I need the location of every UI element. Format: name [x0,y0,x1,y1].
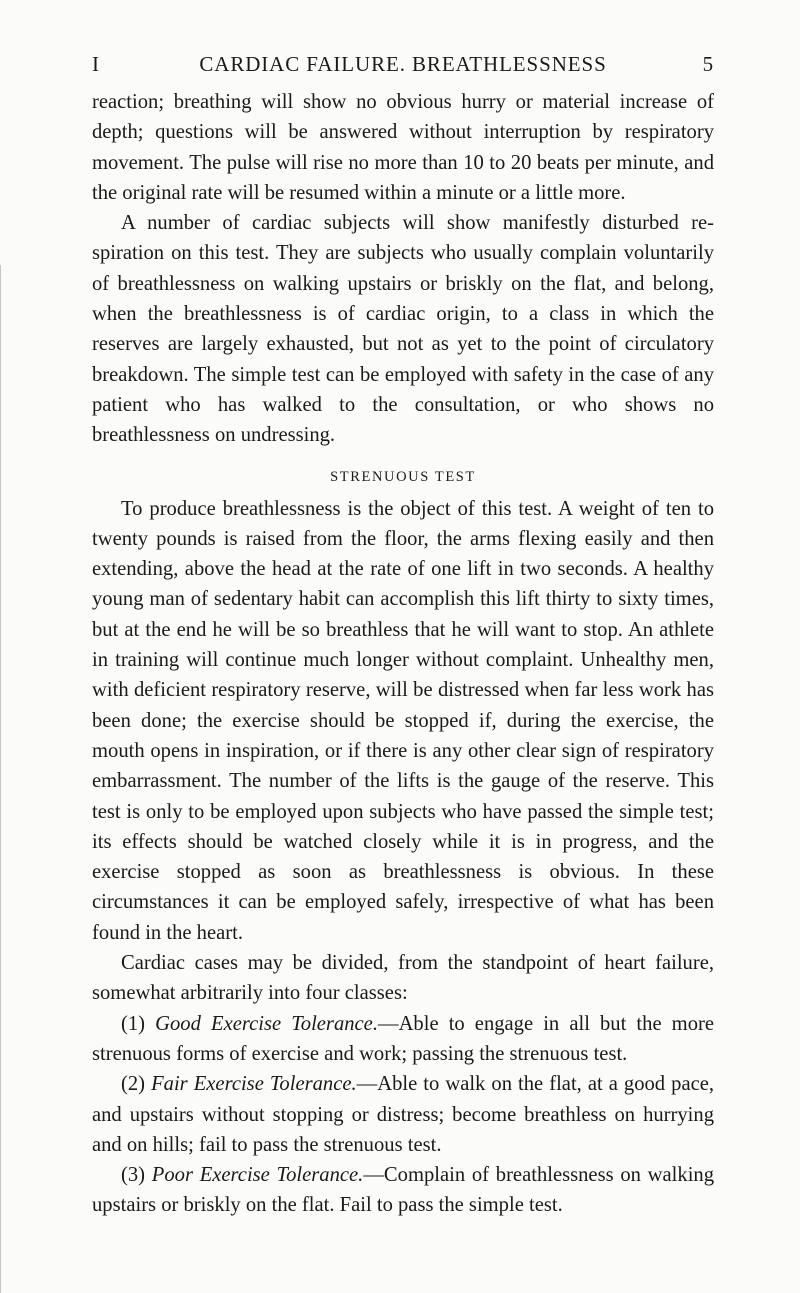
running-head [92,52,714,82]
paragraph-strenuous-test: To produce breathlessness is the object of this test. A weight of ten to twenty pounds is raised from the floor, the arms flexing easily and then extending, above the head at the rate of one lift in two seconds. A healthy young man of sedentary habit can accomplish this lift thirty to sixty times, but at the end he will be so breathless that he will want to stop. An athlete in training will continue much longer without complaint. Unhealthy men, with deficient respiratory reserve, will be distressed when far less work has been done; the exercise should be stopped if, during the exercise, the mouth opens in inspiration, or if there is any other clear sign of respiratory embarrassment. The number of the lifts is the gauge of the reserve. This test is only to be employed upon subjects who have passed the simple test; its effects should be watched closely while it is in progress, and the exercise stopped as soon as breathlessness is obvious. In these circumstances it can be employed safely, irrespective of what has been found in the heart. [92,497,714,944]
body-text [92,87,714,1221]
class-item-poor [92,1160,714,1221]
class-title: Good Exercise Tolerance. [155,1012,378,1035]
chapter-number: I [92,52,100,76]
paragraph-classes-intro: Cardiac cases may be divided, from the standpoint of heart failure, somewhat arbitrarily into four classes: [92,952,714,1005]
class-number: (2) [121,1073,146,1096]
class-title: Fair Exercise Tolerance. [151,1073,357,1096]
class-number: (1) [121,1012,146,1035]
class-title: Poor Exercise Tolerance. [151,1164,364,1187]
running-title: CARDIAC FAILURE. BREATHLESSNESS [199,52,607,76]
class-number: (3) [121,1164,146,1187]
paragraph-continued: reaction; breathing will show no obvious hurry or material increase of depth; questions will be answered without interruption by respiratory movement. The pulse will rise no more than 10 to 20 beats per minute, and the original rate will be resumed within a minute or a little more. [92,91,714,204]
paragraph-cardiac-subjects: A number of cardiac subjects will show manifestly disturbed respiration on this test. They are subjects who usually complain voluntarily of breathlessness on walking upstairs or briskly on the flat, and belong, when the breathlessness is of cardiac origin, to a class in which the reserves are largely exhausted, but not as yet to the point of circulatory breakdown. The simple test can be employed with safety in the case of any patient who has walked to the consultation, or who shows no breathlessness on undressing. [92,212,714,447]
section-heading: STRENUOUS TEST [330,468,476,485]
class-item-good [92,1009,714,1070]
page-number: 5 [702,52,714,76]
class-description: —Complain of breathlessness on walking upstairs or briskly on the flat. Fail to pass the simple test. [92,1164,715,1217]
class-description: —Able to engage in all but the more strenuous forms of exercise and work; passing the strenuous test. [92,1012,714,1065]
binding-edge [0,265,5,1293]
class-item-fair [92,1069,714,1160]
class-description: —Able to walk on the flat, at a good pace, and upstairs without stopping or distress; become breathless on hurrying and on hills; fail to pass the strenuous test. [92,1073,715,1156]
